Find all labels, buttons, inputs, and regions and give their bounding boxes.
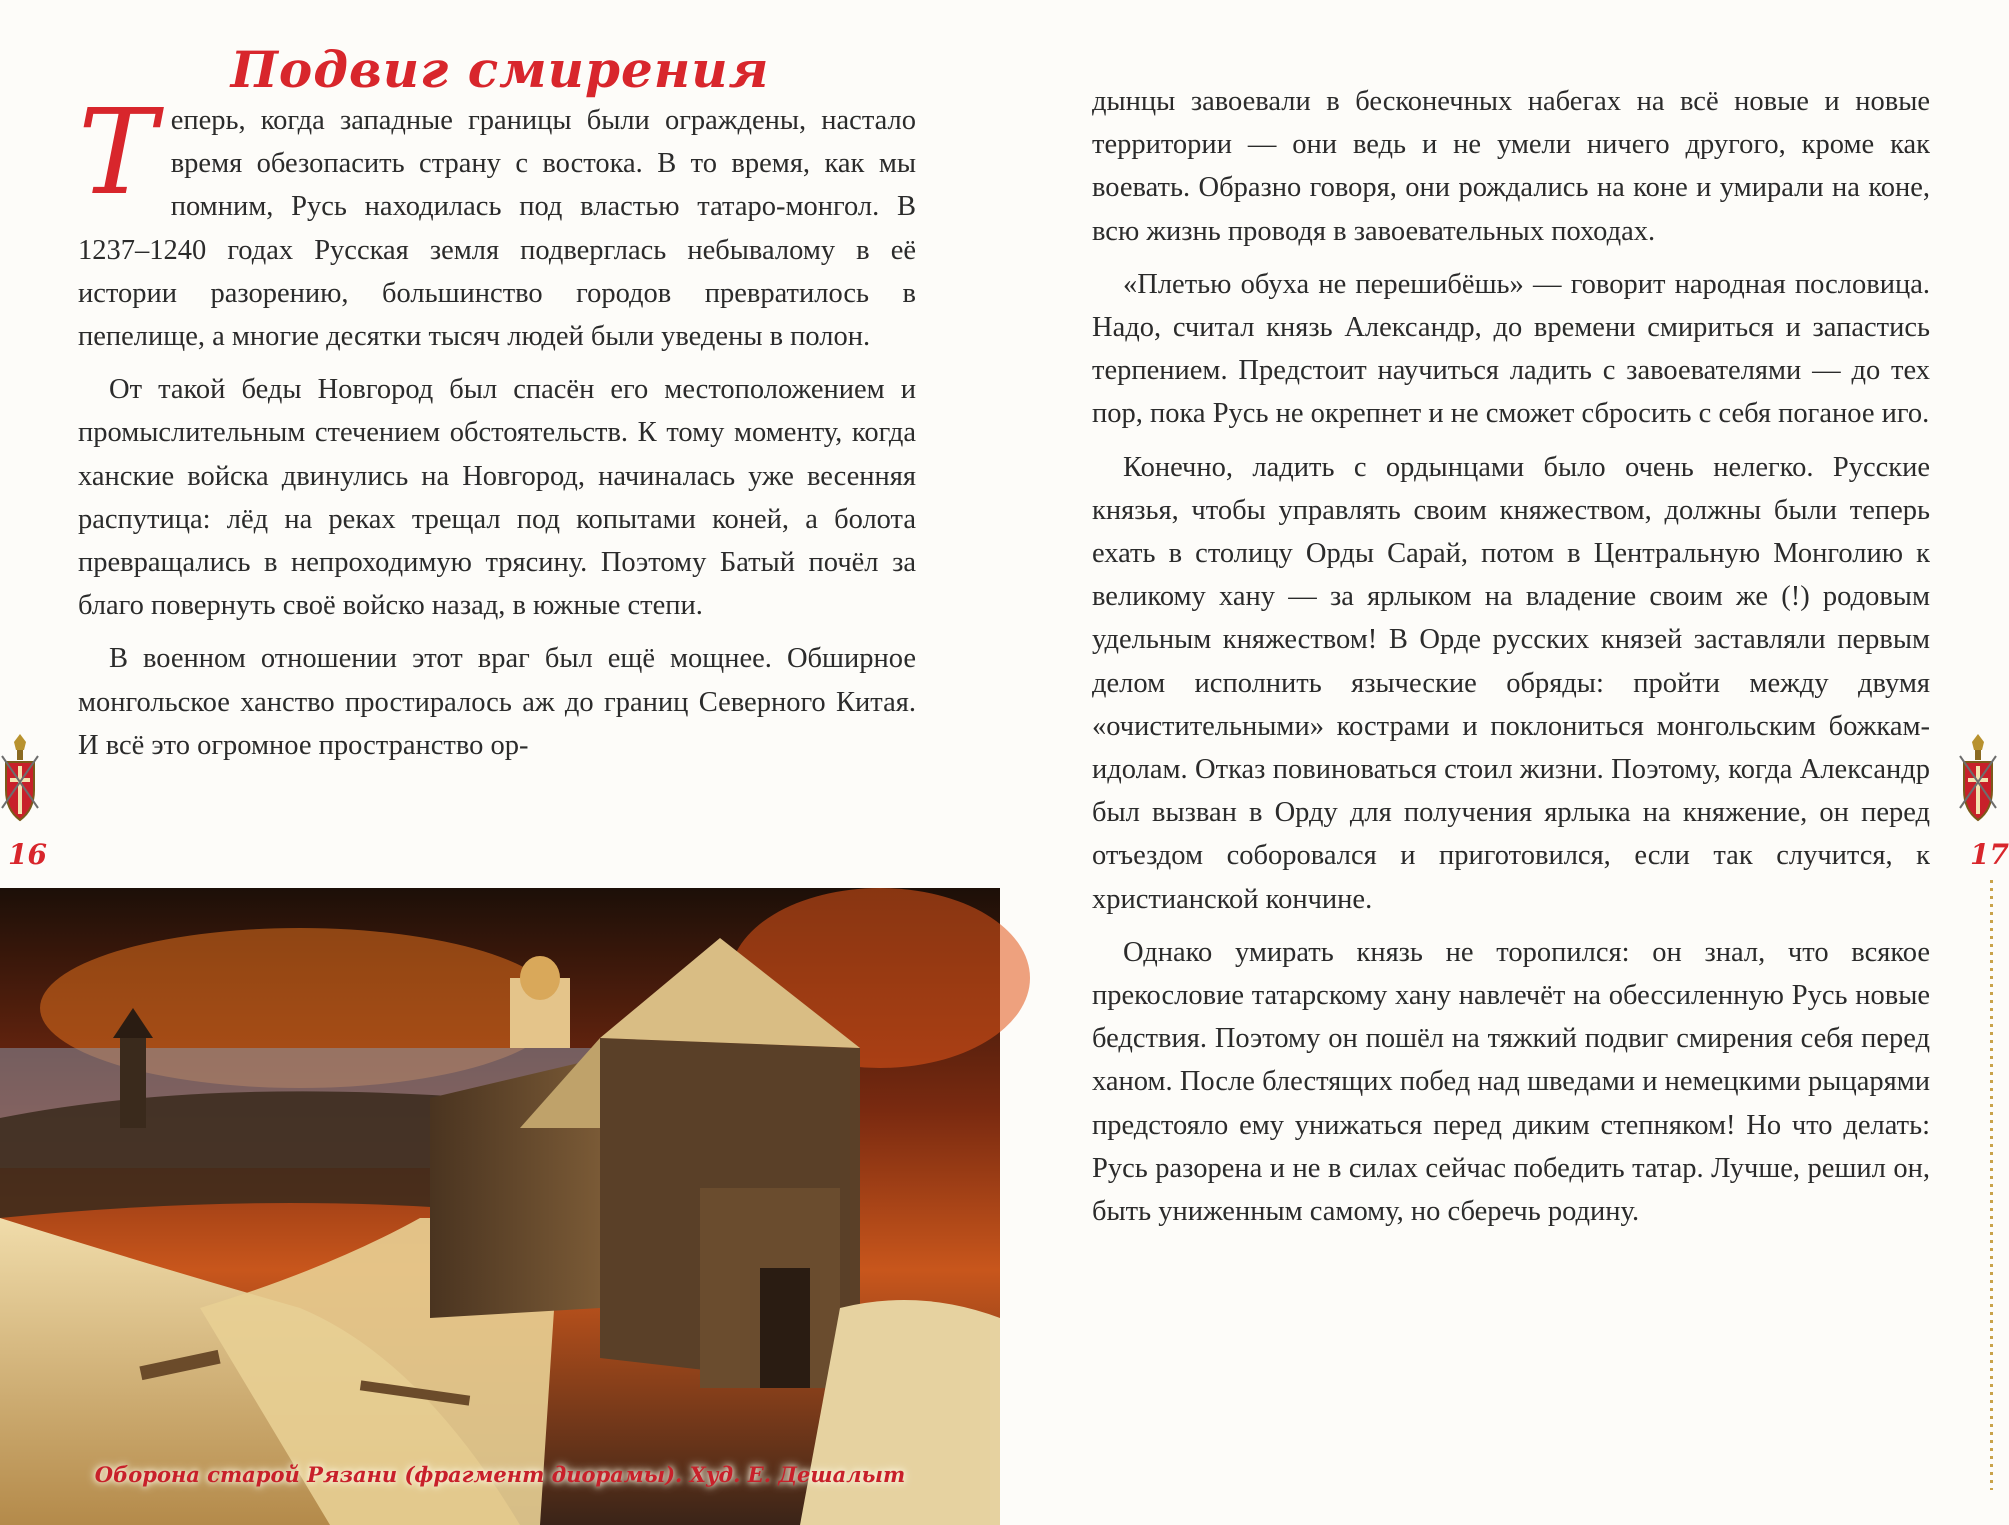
page-number: 16	[8, 838, 47, 871]
illustration-caption: Оборона старой Рязани (фрагмент диорамы). Худ. Е. Дешалыт	[94, 1462, 906, 1487]
paragraph-6: Конечно, ладить с ордынцами было очень нелегко. Русские князья, чтобы управлять своим княжеством, должны были теперь ехать в столицу Орды Сарай, потом в Центральную Монголию к великому хану — за ярлыком на владение своим же (!) родовым удельным княжеством! В Орде русских князей заставляли первым делом исполнить языческие обряды: пройти между двумя «очистительными» кострами и поклониться монгольским божкам-идолам. Отказ повиноваться стоил жизни. Поэтому, когда Александр был вызван в Орду для получения ярлыка на княжение, он перед отъездом соборовался и приготовился, если так случится, к христианской кончине.	[1092, 451, 1930, 915]
paragraph-2: От такой беды Новгород был спасён его местоположением и промыслительным стечением обстоятельств. К тому моменту, когда ханские войска двинулись на Новгород, начиналась уже весенняя распутица: лёд на реках трещал под копытами коней, а болота превращались в непроходимую трясину. Поэтому Батый почёл за благо повернуть своё войско назад, в южные степи.	[78, 374, 916, 622]
paragraph-3: В военном отношении этот враг был ещё мощнее. Обширное монгольское ханство простиралось аж до границ Северного Китая. И всё это огромное пространство ор-	[78, 643, 916, 761]
right-page	[1000, 0, 2009, 1525]
diorama-illustration	[0, 888, 1000, 1525]
paragraph-4: дынцы завоевали в бесконечных набегах на всё новые и новые территории — они ведь и не умели ничего другого, кроме как воевать. Образно говоря, они рождались на коне и умирали на коне, всю жизнь проводя в завоевательных походах.	[1092, 86, 1930, 247]
drop-cap: Т	[78, 83, 157, 221]
margin-dots	[1990, 880, 1993, 1490]
left-page	[0, 0, 1000, 1525]
paragraph-1	[78, 83, 916, 358]
paragraph-7: Однако умирать князь не торопился: он знал, что всякое прекословие татарскому хану навлечёт на обессиленную Русь новые бедствия. Поэтому он пошёл на тяжкий подвиг смирения себя перед ханом. После блестящих побед над шведами и немецкими рыцарями предстояло ему унижаться перед диким степняком! Но что делать: Русь разорена и не в силах сейчас победить татар. Лучше, решил он, быть униженным самому, но сберечь родину.	[1092, 936, 1930, 1228]
paragraph-5: «Плетью обуха не перешибёшь» — говорит народная пословица. Надо, считал князь Александр, до времени смириться и запастись терпением. Предстоит научиться ладить с завоевателями — до тех пор, пока Русь не окрепнет и не сможет сбросить с себя поганое иго.	[1092, 268, 1930, 430]
page-title: Подвиг смирения	[230, 40, 770, 99]
knight-emblem-icon	[1958, 728, 1998, 832]
right-text-column	[1092, 80, 1930, 1243]
page-number: 17	[1970, 838, 2009, 871]
left-text-column	[78, 83, 916, 777]
paragraph-1-text: еперь, когда западные границы были ограждены, настало время обезопасить страну с востока. В то время, как мы помним, Русь находилась под властью татаро-монгол. В 1237–1240 годах Русская земля подверглась небывалому в её истории разорению, большинство городов превратилось в пепелище, а многие десятки тысяч людей были уведены в полон.	[78, 105, 916, 353]
knight-emblem-icon	[0, 728, 40, 832]
diorama-image	[0, 888, 1000, 1525]
